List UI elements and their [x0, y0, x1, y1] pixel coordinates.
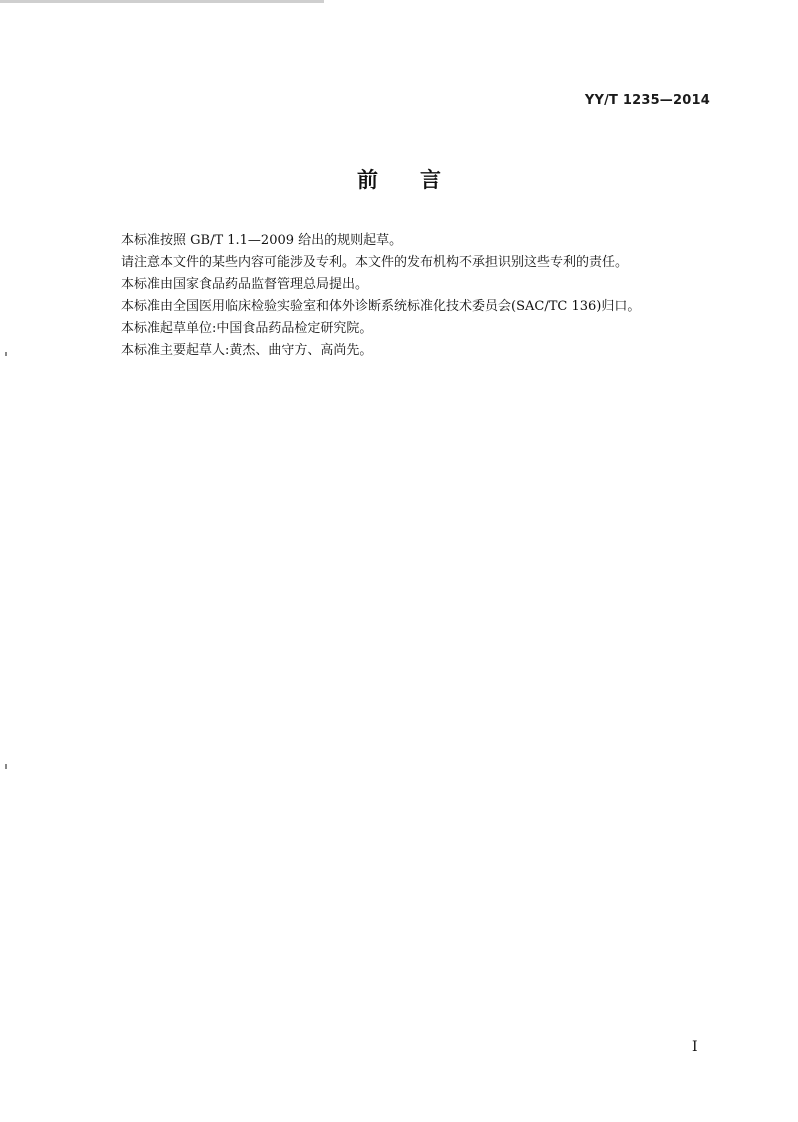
paragraph-drafters: 本标准主要起草人:黄杰、曲守方、高尚先。 — [121, 343, 373, 358]
foreword-body — [121, 230, 721, 362]
standard-code: YY/T 1235—2014 — [584, 93, 710, 108]
page-number: I — [692, 1039, 698, 1055]
paragraph-drafting-organization: 本标准起草单位:中国食品药品检定研究院。 — [121, 321, 373, 336]
page-title — [0, 164, 798, 194]
paragraph-technical-committee: 本标准由全国医用临床检验实验室和体外诊断系统标准化技术委员会(SAC/TC 136)归口。 — [121, 299, 641, 314]
title-char-1: 前 — [357, 168, 378, 192]
paragraph-patent-notice: 请注意本文件的某些内容可能涉及专利。本文件的发布机构不承担识别这些专利的责任。 — [121, 255, 629, 270]
top-edge-rule — [0, 0, 324, 3]
paragraph-drafting-rules: 本标准按照 GB/T 1.1—2009 给出的规则起草。 — [121, 233, 403, 248]
scan-artifact-mark — [5, 764, 7, 769]
title-char-2: 言 — [420, 168, 441, 192]
paragraph-proposer: 本标准由国家食品药品监督管理总局提出。 — [121, 277, 369, 292]
scan-artifact-mark — [5, 352, 7, 356]
